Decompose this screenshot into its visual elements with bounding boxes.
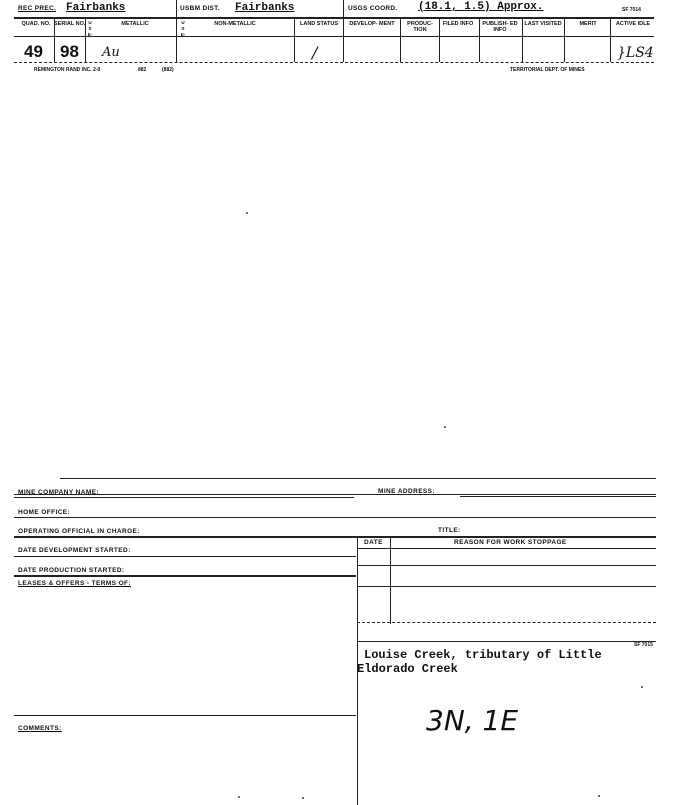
- scan-speck: [246, 212, 248, 214]
- form-number-top: SF 7014: [622, 7, 641, 13]
- comments-label: COMMENTS:: [18, 725, 62, 732]
- location-line-1: Louise Creek, tributary of Little: [364, 648, 602, 662]
- form-number-bottom: SF 7015: [634, 642, 653, 648]
- usbm-dist-value: Fairbanks: [235, 2, 295, 14]
- rec-prec-value: Fairbanks: [66, 2, 126, 14]
- mine-company-name-label: MINE COMPANY NAME:: [18, 489, 99, 496]
- usgs-coord-label: USGS COORD.: [348, 5, 398, 12]
- footer-left: REMINGTON RAND INC. 2-0: [34, 67, 101, 73]
- col-production: PRODUC- TION: [407, 21, 433, 33]
- scan-speck: [238, 796, 240, 798]
- col-filed-info: FILED INFO: [442, 21, 474, 27]
- date-column-header: DATE: [364, 539, 383, 546]
- reason-column-header: REASON FOR WORK STOPPAGE: [454, 539, 567, 546]
- quad-no-value: 49: [24, 42, 43, 61]
- title-label: TITLE:: [438, 527, 461, 534]
- col-nonmetallic-prefix: U S E-: [180, 20, 186, 37]
- col-land-status: LAND STATUS: [300, 21, 338, 27]
- usgs-coord-value: (18.1, 1.5) Approx.: [418, 1, 544, 13]
- col-serial-no: SERIAL NO.: [54, 21, 86, 27]
- usbm-dist-label: USBM DIST.: [180, 5, 220, 12]
- leases-offers-label: LEASES & OFFERS - TERMS OF:: [18, 580, 131, 587]
- date-production-started-label: DATE PRODUCTION STARTED:: [18, 567, 125, 574]
- home-office-label: HOME OFFICE:: [18, 509, 71, 516]
- col-nonmetallic: NON-METALLIC: [214, 21, 256, 27]
- land-status-value: /: [312, 43, 318, 62]
- col-last-visited: LAST VISITED: [524, 21, 562, 27]
- col-active-idle: ACTIVE IDLE: [615, 21, 651, 27]
- active-idle-value: }LS4: [617, 45, 654, 61]
- location-line-2: Eldorado Creek: [357, 662, 458, 676]
- handwritten-township: 3N, 1E: [426, 704, 519, 737]
- serial-no-value: 98: [60, 42, 79, 61]
- footer-code1: 882: [138, 67, 147, 73]
- scan-speck: [444, 426, 446, 428]
- scan-speck: [641, 686, 643, 688]
- col-merit: MERIT: [579, 21, 597, 27]
- col-published-info: PUBLISH- ED INFO: [482, 21, 518, 33]
- col-metallic: METALLIC: [121, 21, 149, 27]
- footer-code2: (882): [162, 67, 174, 73]
- col-development: DEVELOP- MENT: [349, 21, 395, 27]
- rec-prec-label: REC PREC.: [18, 5, 57, 12]
- scan-speck: [302, 797, 304, 799]
- footer-right: TERRITORIAL DEPT. OF MINES: [510, 67, 585, 73]
- scan-speck: [598, 795, 600, 797]
- col-quad-no: QUAD. NO.: [21, 21, 51, 27]
- metallic-value: Au: [102, 45, 120, 60]
- mine-address-label: MINE ADDRESS:: [378, 488, 435, 495]
- col-metallic-prefix: U S E-: [87, 20, 93, 37]
- operating-official-label: OPERATING OFFICIAL IN CHARGE:: [18, 528, 140, 535]
- date-development-started-label: DATE DEVELOPMENT STARTED:: [18, 547, 131, 554]
